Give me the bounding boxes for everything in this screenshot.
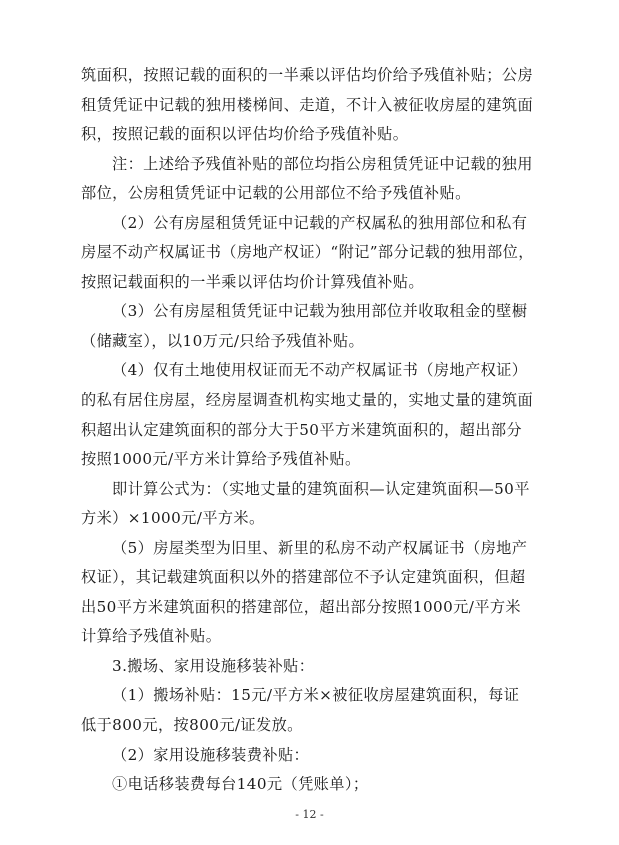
text-line: 积，按照记载的面积以评估均价给予残值补贴。: [81, 125, 409, 144]
subitem-2-line: （2）家用设施移装费补贴：: [112, 745, 310, 764]
text-line: 积超出认定建筑面积的部分大于50平方米建筑面积的，超出部分: [81, 420, 522, 439]
text-line: 部位，公房租赁凭证中记载的公用部位不给予残值补贴。: [81, 184, 471, 203]
text-line: 方米）×1000元/平方米。: [81, 509, 265, 528]
document-body: [81, 61, 561, 800]
note-line: 注：上述给予残值补贴的部位均指公房租赁凭证中记载的独用: [112, 154, 533, 173]
text-line: 筑面积，按照记载的面积的一半乘以评估均价给予残值补贴；公房: [81, 66, 534, 84]
text-line: 低于800元，按800元/证发放。: [81, 716, 303, 735]
item-4-line: （4）仅有土地使用权证而无不动产权属证书（房地产权证）: [112, 361, 528, 380]
formula-line: 即计算公式为：（实地丈量的建筑面积—认定建筑面积—50平: [112, 479, 530, 498]
item-5-line: （5）房屋类型为旧里、新里的私房不动产权属证书（房地产: [112, 538, 528, 557]
subitem-1-line: （1）搬场补贴：15元/平方米×被征收房屋建筑面积，每证: [112, 686, 520, 705]
text-line: 权证），其记载建筑面积以外的搭建部位不予认定建筑面积，但超: [81, 568, 526, 587]
text-line: 出50平方米建筑面积的搭建部位，超出部分按照1000元/平方米: [81, 597, 521, 616]
text-line: 按照记载面积的一半乘以评估均价计算残值补贴。: [81, 272, 424, 291]
text-line: 的私有居住房屋，经房屋调查机构实地丈量的，实地丈量的建筑面: [81, 391, 534, 410]
text-line: 按照1000元/平方米计算给予残值补贴。: [81, 450, 361, 469]
section-heading: 3.搬场、家用设施移装补贴：: [112, 656, 315, 675]
text-line: 租赁凭证中记载的独用楼梯间、走道，不计入被征收房屋的建筑面: [81, 95, 534, 114]
text-line: 计算给予残值补贴。: [81, 627, 222, 646]
item-3-line: （3）公有房屋租赁凭证中记载为独用部位并收取租金的壁橱: [112, 302, 528, 321]
page-number: - 12 -: [295, 808, 324, 821]
text-line: 房屋不动产权属证书（房地产权证）“附记”部分记载的独用部位，: [81, 243, 534, 262]
item-2-line: （2）公有房屋租赁凭证中记载的产权属私的独用部位和私有: [112, 213, 528, 232]
circled-item-line: ①电话移装费每台140元（凭账单）；: [112, 775, 369, 794]
text-line: （储藏室），以10万元/只给予残值补贴。: [81, 331, 365, 350]
